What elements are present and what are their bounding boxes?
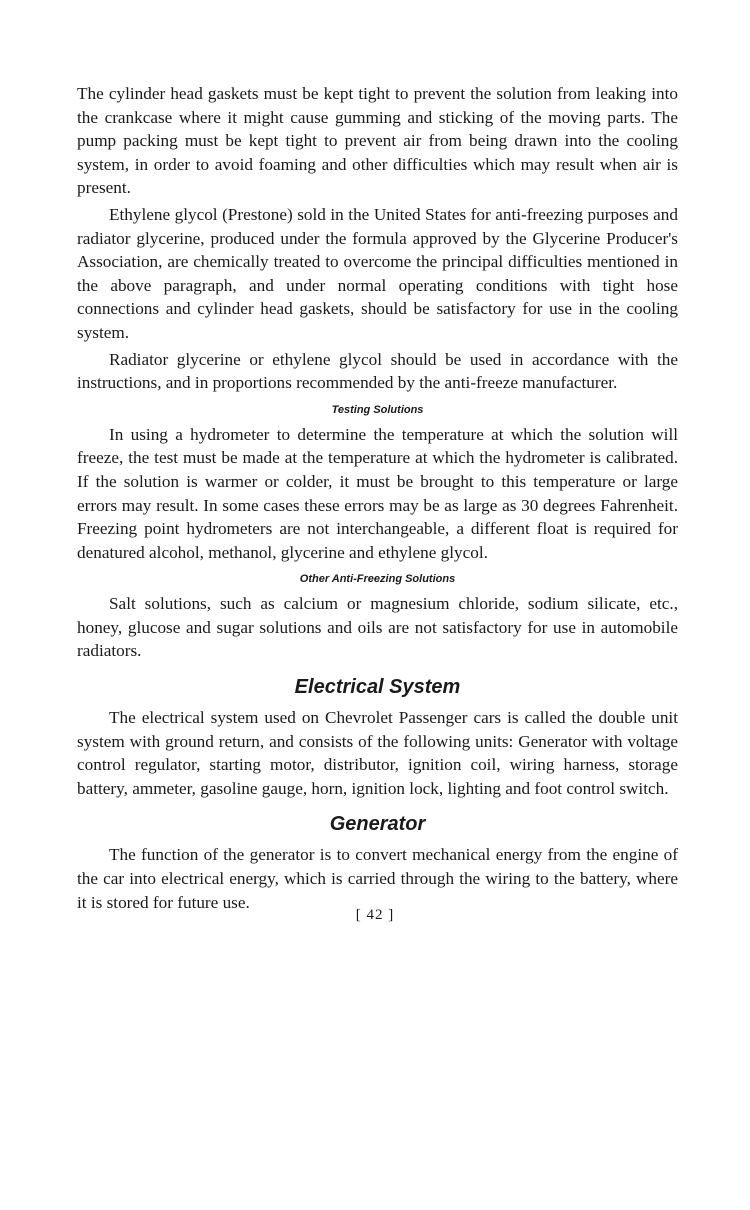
- paragraph-radiator-glycerine: Radiator glycerine or ethylene glycol should be used in accordance with the instructions, and in proportions recommended by the anti-freeze manufacturer.: [77, 349, 678, 393]
- heading-electrical-system: Electrical System: [294, 676, 461, 699]
- heading-generator: Generator: [329, 813, 426, 836]
- paragraph-testing-solutions: In using a hydrometer to determine the temperature at which the solution will freeze, the test must be made at the temperature at which the hydrometer is calibrated. If the solution is warmer or colder, it must be brought to this temperature or large errors may result. In some cases these errors may be as large as 30 degrees Fahrenheit. Freezing point hydrometers are not interchangeable, a different float is required for denatured alcohol, methanol, glycerine and ethylene glycol.: [77, 424, 678, 562]
- paragraph-other-anti-freezing: Salt solutions, such as calcium or magnesium chloride, sodium silicate, etc., honey, glucose and sugar solutions and oils are not satisfactory for use in automobile radiators.: [77, 594, 678, 661]
- paragraph-gaskets: The cylinder head gaskets must be kept tight to prevent the solution from leaking into the crankcase where it might cause gumming and sticking of the moving parts. The pump packing must be kept tight to prevent air from being drawn into the cooling system, in order to avoid foaming and other difficulties which may result when air is present.: [77, 84, 678, 198]
- heading-other-anti-freezing: Other Anti-Freezing Solutions: [299, 573, 456, 586]
- page-body: [77, 82, 678, 914]
- heading-testing-solutions: Testing Solutions: [331, 403, 424, 416]
- paragraph-generator: The function of the generator is to convert mechanical energy from the engine of the car into electrical energy, which is carried through the wiring to the battery, where it is stored for future use.: [77, 845, 678, 912]
- paragraph-ethylene-glycol: Ethylene glycol (Prestone) sold in the United States for anti-freezing purposes and radiator glycerine, produced under the formula approved by the Glycerine Producer's Association, are chemically treated to overcome the principal difficulties mentioned in the above paragraph, and under normal operating conditions with tight hose connections and cylinder head gaskets, should be satisfactory for use in the cooling system.: [77, 204, 678, 342]
- page-number: [ 42 ]: [355, 907, 395, 923]
- paragraph-electrical-system: The electrical system used on Chevrolet Passenger cars is called the double unit system with ground return, and consists of the following units: Generator with voltage control regulator, starting motor, distributor, ignition coil, wiring harness, storage battery, ammeter, gasoline gauge, horn, ignition lock, lighting and foot control switch.: [77, 708, 678, 798]
